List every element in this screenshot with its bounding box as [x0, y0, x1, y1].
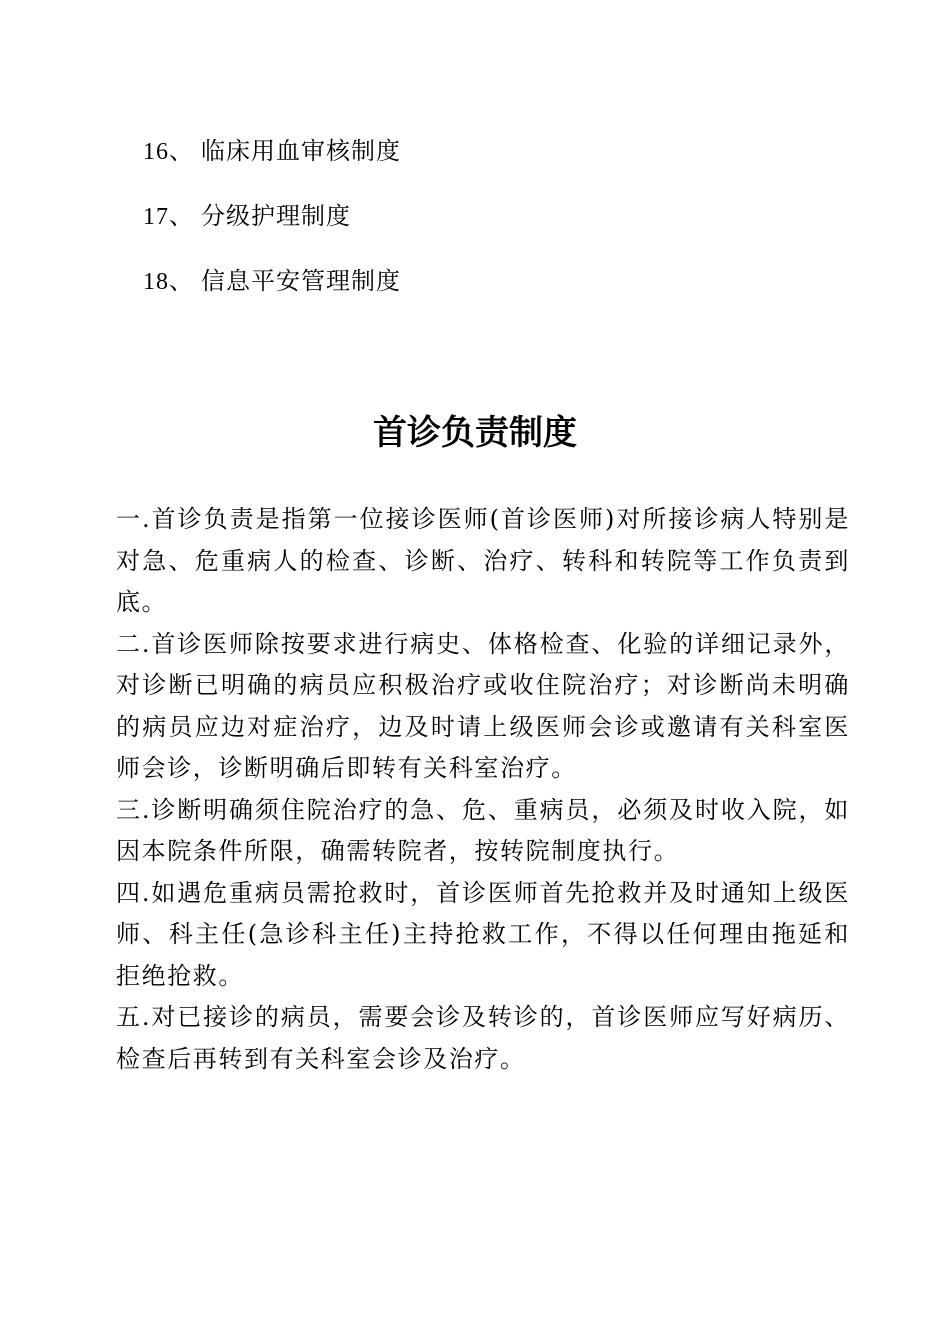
- list-item-label: 分级护理制度: [201, 202, 351, 230]
- list-item-label: 信息平安管理制度: [201, 267, 401, 295]
- document-body: [116, 499, 850, 1080]
- paragraph-4: 四.如遇危重病员需抢救时，首诊医师首先抢救并及时通知上级医师、科主任(急诊科主任)主持抢救工作，不得以任何理由拖延和拒绝抢救。: [116, 878, 850, 990]
- list-item: [143, 261, 401, 326]
- list-item-number: 17、: [143, 204, 194, 230]
- list-item-label: 临床用血审核制度: [201, 137, 401, 165]
- paragraph-3: 三.诊断明确须住院治疗的急、危、重病员，必须及时收入院，如因本院条件所限，确需转院者，按转院制度执行。: [116, 795, 850, 865]
- list-item-number: 18、: [143, 269, 194, 295]
- document-title: 首诊负责制度: [373, 413, 577, 453]
- list-item: [143, 196, 401, 261]
- paragraph-2: 二.首诊医师除按要求进行病史、体格检查、化验的详细记录外，对诊断已明确的病员应积极治疗或收住院治疗；对诊断尚未明确的病员应边对症治疗，边及时请上级医师会诊或邀请有关科室医师会诊，诊断明确后即转有关科室治疗。: [116, 629, 850, 782]
- list-item-number: 16、: [143, 139, 194, 165]
- paragraph-5: 五.对已接诊的病员，需要会诊及转诊的，首诊医师应写好病历、检查后再转到有关科室会诊及治疗。: [116, 1003, 850, 1073]
- paragraph-1: 一.首诊负责是指第一位接诊医师(首诊医师)对所接诊病人特别是对急、危重病人的检查、诊断、治疗、转科和转院等工作负责到底。: [116, 505, 850, 616]
- list-item: [143, 131, 401, 196]
- regulation-list: [143, 131, 401, 326]
